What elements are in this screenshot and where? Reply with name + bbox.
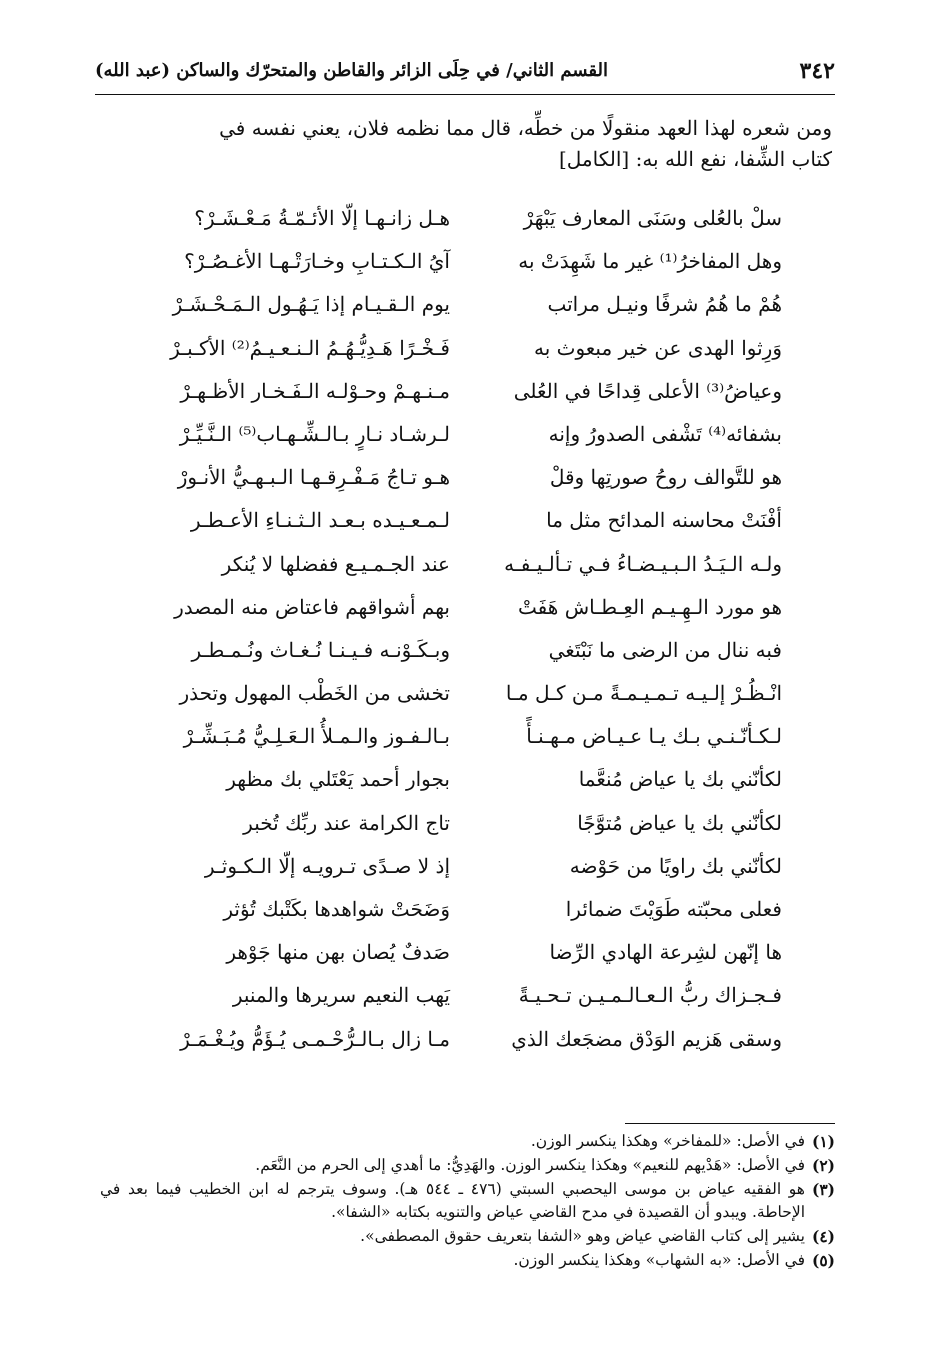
verse-first-hemistich: هو مورد الـهِـيـم العِـطـاش هَفَتْ [518, 594, 782, 619]
verse [120, 805, 782, 848]
verse-second-hemistich: بـالـفـوز والـمـلأُ الـعَـلِـيُّ مُـبَـشِّـرْ [183, 724, 450, 749]
verse [120, 200, 782, 243]
verse-second-hemistich: وبـكَـوْنـه فـيـنـا نُـغـاث ونُـمـطـر [191, 637, 450, 662]
verse-first-hemistich: لكأنّني بك يا عياض مُنعَّما [578, 767, 782, 792]
verse-second-hemistich: وَضَحَتْ شواهدها بكَتْبك تُؤثر [223, 897, 450, 921]
verse-first-hemistich: هُمْ ما هُمُ شرفًا ونيـل مراتب [547, 292, 782, 317]
verse-second-hemistich: يوم الـقـيـام إذا يَـهُـول الـمَـحْـشَـرْ [172, 292, 450, 317]
verse-first-hemistich: ولـه الـيَـدُ الـبـيـضـاءُ فـي تـألـيـفـه [504, 551, 782, 576]
verse-second-hemistich: هـل زانـهـا إلّا الأئـمّـةُ مَـعْـشَـرْ؟ [194, 206, 450, 230]
verse [120, 1021, 782, 1064]
verse [120, 330, 782, 373]
verse [120, 934, 782, 977]
verse [120, 373, 782, 416]
verse [120, 416, 782, 459]
intro-line: كتاب الشِّفا، نفع الله به: [الكامل] [558, 147, 832, 171]
verse-first-hemistich: وهل المفاخرُ⁽¹⁾ غير ما شَهِدَتْ به [518, 249, 782, 274]
verse [120, 243, 782, 286]
footnote-number: (٢) [811, 1155, 835, 1175]
verse [120, 589, 782, 632]
verse-first-hemistich: لكأنّني بك يا عياض مُتوَّجًا [577, 810, 782, 835]
intro-line: ومن شعره لهذا العهد منقولًا من خطِّه، قال مما نظمه فلان، يعني نفسه في [219, 116, 832, 140]
running-title: القسم الثاني/ في حِلَى الزائر والقاطن والمتحرّك والساكن (عبد الله) [95, 60, 609, 81]
verse-first-hemistich: ها إنّهن لشِرعة الهادي الرِّضا [549, 940, 782, 965]
verse-first-hemistich: لـكـأنّـنـي بـك يـا عـيـاض مـهـنـأً [526, 724, 782, 749]
verse-first-hemistich: وسقى هَزيم الوَدْق مضجَعك الذي [511, 1026, 782, 1051]
verse-second-hemistich: يَهب النعيم سريرها والمنبر [232, 983, 450, 1008]
verse-second-hemistich: تخشى من الخَطْب المهول وتحذر [179, 681, 450, 706]
verse-first-hemistich: فعلى محبّته طَوَيْتَ ضمائرا [565, 897, 782, 921]
verse-first-hemistich: أفْنَتْ محاسنه المدائح مثل ما [546, 508, 782, 533]
verse-second-hemistich: بهم أشواقهم فاعتاض منه المصدر [174, 594, 450, 619]
verse-first-hemistich: فـجـزاك ربُّ الـعـالـمـيـن تـحـيـةً [518, 983, 782, 1008]
verse [120, 459, 782, 502]
footnote-text: هو الفقيه عياض بن موسى اليحصبي السبتي (٤٧٦ ـ ٥٤٤ هـ). وسوف يترجم له ابن الخطيب فيما بعد في الإحاطة. ويبدو أن القصيدة في مدح القاضي عياض والتنويه بكتابه «الشفا». [100, 1179, 805, 1222]
verse [120, 977, 782, 1020]
verse-first-hemistich: هو للتَّوالف روحُ صورتِها وقلْ [549, 465, 782, 490]
footnote-number: (١) [811, 1132, 835, 1151]
verse-second-hemistich: هـو تـاجُ مَـفْـرِقـهـا الـبـهـيُّ الأنـورْ [177, 465, 450, 490]
footnote [100, 1225, 835, 1249]
verse-second-hemistich: بجوار أحمد يَعْتَلي بك مظهر [226, 767, 450, 792]
verse-second-hemistich: لـرشـاد نـارٍ بـالـشِّـهـاب⁽⁵⁾ الـنَّـيِّـرْ [179, 421, 450, 446]
verse-first-hemistich: وعياضُ⁽³⁾ الأعلى قِداحًا في العُلى [513, 378, 782, 403]
verse-second-hemistich: تاج الكرامة عند ربِّك تُخبر [243, 810, 450, 835]
verse-first-hemistich: لكأنّني بك راويًا من حَوْضه [569, 853, 782, 878]
verse [120, 546, 782, 589]
verse-first-hemistich: انْـظُـرْ إلـيـه تـمـيـمـةً مـن كـل مـا [505, 681, 782, 706]
footnote-number: (٥) [811, 1250, 835, 1270]
footnote-number: (٤) [811, 1227, 835, 1247]
verse-second-hemistich: فَـخْـرًا هَـدِيُّـهُـمُ الـنـعـيـمُ⁽²⁾ الأكـبـرْ [170, 335, 450, 360]
verse-second-hemistich: آيُ الـكـتـابِ وخـارَتْـهـا الأغـصُـرْ؟ [184, 249, 450, 274]
verse-first-hemistich: وَرِثوا الهدى عن خير مبعوث به [533, 335, 782, 360]
verse [120, 675, 782, 718]
verse [120, 632, 782, 675]
verse [120, 718, 782, 761]
footnote [100, 1178, 835, 1226]
footnote-text: يشير إلى كتاب القاضي عياض وهو «الشفا بتعريف حقوق المصطفى». [360, 1227, 805, 1246]
footnote-text: في الأصل: «للمفاخر» وهكذا ينكسر الوزن. [530, 1132, 805, 1150]
verse-second-hemistich: إذ لا صـدًى تـرويـه إلّا الـكـوثـر [204, 853, 450, 878]
verse [120, 891, 782, 934]
verse-second-hemistich: لـمـعـيـده بـعـد الـثـنـاءِ الأعـطـر [190, 508, 450, 533]
footnote-rule [625, 1123, 835, 1124]
verse-first-hemistich: سلْ بالعُلى وسَنَى المعارف يَبْهَرْ [523, 206, 782, 230]
header-rule [95, 94, 835, 95]
intro-paragraph [100, 113, 832, 175]
footnote [100, 1249, 835, 1273]
verse [120, 286, 782, 329]
footnote-text: في الأصل: «هَدْيهم للنعيم» وهكذا ينكسر الوزن. والهَدِيُّ: ما أهدي إلى الحرم من النَّعَم. [255, 1155, 805, 1174]
verse-second-hemistich: صَدفٌ يُصان بهن منها جَوْهر [226, 940, 450, 965]
page-number: ٣٤٢ [799, 58, 835, 84]
footnotes [100, 1130, 835, 1273]
footnote [100, 1154, 835, 1178]
poem [120, 200, 782, 1064]
footnote [100, 1130, 835, 1154]
verse-second-hemistich: مـا زال بـالـرُّحْـمـى يُـؤَمُّ ويُـغْـمَـرْ [180, 1026, 450, 1051]
verse [120, 502, 782, 545]
verse-first-hemistich: بشفائه⁽⁴⁾ تَشْفى الصدورُ وإنه [548, 421, 782, 446]
verse [120, 848, 782, 891]
verse-second-hemistich: عند الجـمـيـع ففضلها لا يُنكر [221, 551, 450, 576]
running-header [95, 58, 835, 90]
verse [120, 761, 782, 804]
verse-second-hemistich: مـنـهـمْ وحـوْلـه الـفَـخـار الأظـهـرْ [180, 378, 450, 403]
footnote-text: في الأصل: «به الشهاب» وهكذا ينكسر الوزن. [513, 1250, 805, 1269]
footnote-number: (٣) [811, 1179, 835, 1199]
verse-first-hemistich: فبه ننال من الرضى ما نَبْتَغي [548, 637, 782, 662]
